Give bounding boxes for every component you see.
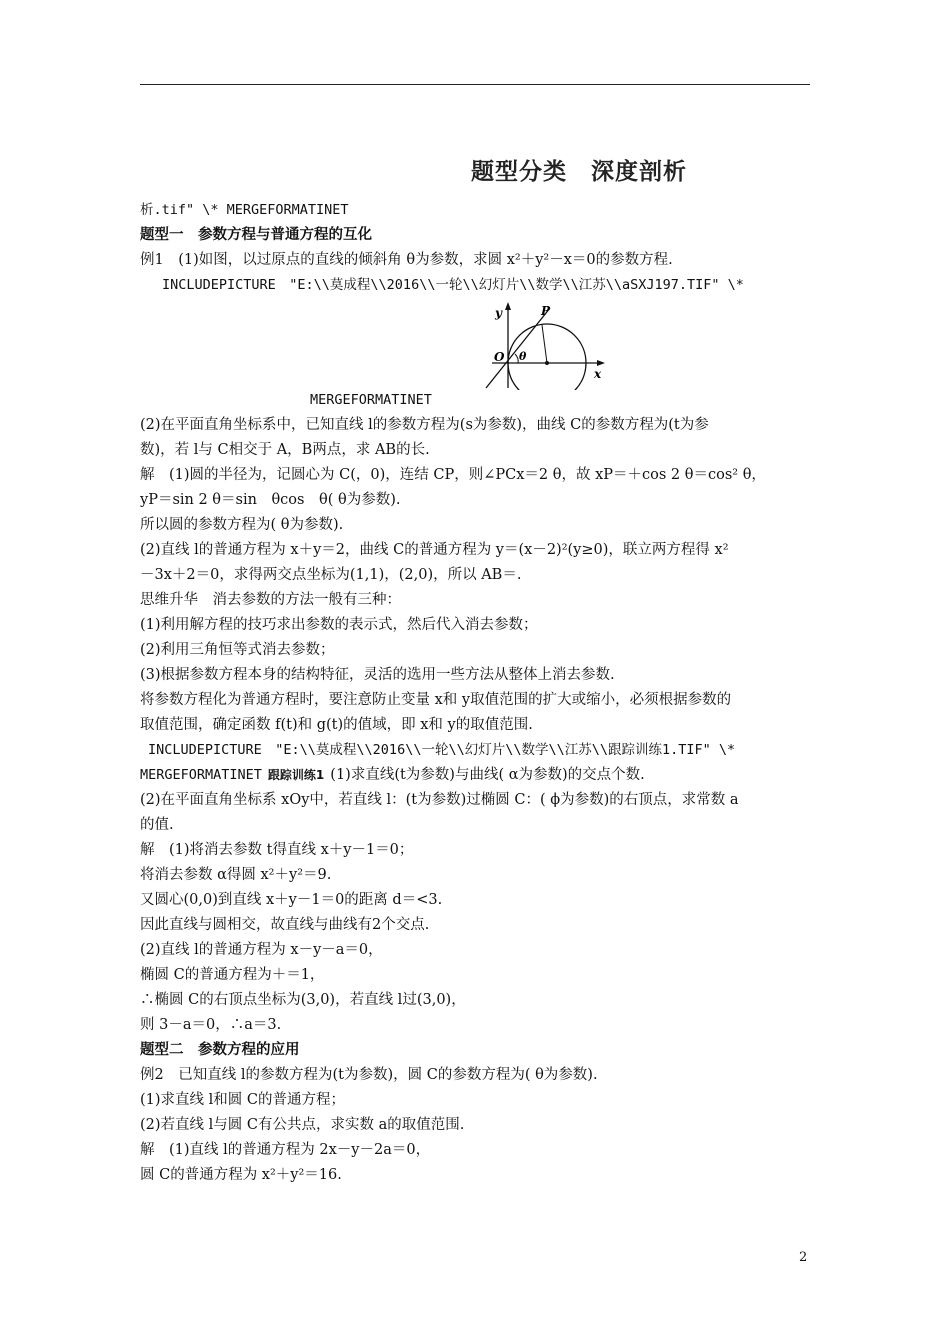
section-title: 题型分类 深度剖析 xyxy=(471,159,687,185)
example-2-part-2: (2)若直线 l与圆 C有公共点，求实数 a的取值范围. xyxy=(140,1117,465,1133)
practice-tag: 跟踪训练1 xyxy=(267,768,325,782)
label-x: x xyxy=(594,367,602,381)
practice-solution-line-4: 因此直线与圆相交，故直线与曲线有2个交点. xyxy=(140,917,430,933)
solution-1-line-4: (2)直线 l的普通方程为 x＋y＝2，曲线 C的普通方程为 y＝(x－2)²(y≥0)，联立两方程得 x² xyxy=(140,542,729,558)
summary-item-2: (2)利用三角恒等式消去参数； xyxy=(140,642,335,658)
include-picture-field-2: INCLUDEPICTURE "E:\\莫成程\\2016\\一轮\\幻灯片\\数学\\江苏\\跟踪训练1.TIF" \* xyxy=(148,742,736,758)
field-code-text: 析.tif" \* MERGEFORMATINET xyxy=(140,202,349,218)
angle-arc xyxy=(515,354,518,363)
header-rule xyxy=(140,84,810,85)
solution-1-line-5: －3x＋2＝0，求得两交点坐标为(1,1)，(2,0)，所以 AB＝. xyxy=(140,567,522,583)
summary-item-3: (3)根据参数方程本身的结构特征，灵活的选用一些方法从整体上消去参数. xyxy=(140,667,615,683)
practice-solution-line-3: 又圆心(0,0)到直线 x＋y－1＝0的距离 d＝<3. xyxy=(140,892,443,908)
radius-cp xyxy=(542,325,547,363)
solution-1-line-3: 所以圆的参数方程为( θ为参数). xyxy=(140,517,344,533)
label-theta: θ xyxy=(519,350,527,363)
summary-item-1: (1)利用解方程的技巧求出参数的表示式，然后代入消去参数； xyxy=(140,617,538,633)
practice-1-part-2: (2)在平面直角坐标系 xOy中，若直线 l：(t为参数)过椭圆 C：( ϕ为参数)的右顶点，求常数 a xyxy=(140,792,739,808)
summary-heading: 思维升华 消去参数的方法一般有三种： xyxy=(140,592,401,608)
x-axis-arrow xyxy=(597,360,605,366)
include-picture-field: INCLUDEPICTURE "E:\\莫成程\\2016\\一轮\\幻灯片\\数学\\江苏\\aSXJ197.TIF" \* xyxy=(162,277,744,293)
solution-1-line-1: 解 (1)圆的半径为，记圆心为 C(，0)，连结 CP，则∠PCx＝2 θ，故 xP＝＋cos 2 θ＝cos² θ， xyxy=(140,467,766,483)
page-number: 2 xyxy=(799,1250,808,1265)
y-axis-arrow xyxy=(505,302,511,310)
practice-solution-line-6: 椭圆 C的普通方程为＋＝1， xyxy=(140,967,325,983)
practice-solution-line-7: ∴椭圆 C的右顶点坐标为(3,0)，若直线 l过(3,0)， xyxy=(140,992,466,1008)
solution-2-line-2: 圆 C的普通方程为 x²＋y²＝16. xyxy=(140,1167,342,1183)
label-p: P xyxy=(541,304,551,318)
practice-solution-line-2: 将消去参数 α得圆 x²＋y²＝9. xyxy=(140,867,332,883)
document-body xyxy=(140,198,812,1188)
example-2-statement: 例2 已知直线 l的参数方程为(t为参数)，圆 C的参数方程为( θ为参数). xyxy=(140,1067,598,1083)
example-1-part-2-cont: 数)，若 l与 C相交于 A，B两点，求 AB的长. xyxy=(140,442,430,458)
example-2-part-1: (1)求直线 l和圆 C的普通方程； xyxy=(140,1092,345,1108)
practice-1-line xyxy=(140,763,812,788)
label-y: y xyxy=(495,306,502,320)
solution-1-line-2: yP＝sin 2 θ＝sin θcos θ( θ为参数). xyxy=(140,492,401,508)
practice-solution-line-1: 解 (1)将消去参数 t得直线 x＋y－1＝0； xyxy=(140,842,414,858)
label-origin: O xyxy=(494,350,505,364)
topic-heading-2: 题型二 参数方程的应用 xyxy=(140,1042,300,1058)
summary-note-2: 取值范围，确定函数 f(t)和 g(t)的值域，即 x和 y的取值范围. xyxy=(140,717,533,733)
practice-solution-line-5: (2)直线 l的普通方程为 x－y－a＝0， xyxy=(140,942,383,958)
solution-2-line-1: 解 (1)直线 l的普通方程为 2x－y－2a＝0， xyxy=(140,1142,431,1158)
ray-line xyxy=(486,308,550,388)
circle-diagram xyxy=(478,300,748,390)
circle-figure xyxy=(140,298,812,388)
mergeformat-field: MERGEFORMATINET xyxy=(310,392,432,408)
topic-heading-1: 题型一 参数方程与普通方程的互化 xyxy=(140,227,372,243)
practice-solution-line-8: 则 3－a＝0，∴a＝3. xyxy=(140,1017,282,1033)
summary-note-1: 将参数方程化为普通方程时，要注意防止变量 x和 y取值范围的扩大或缩小，必须根据参数的 xyxy=(140,692,732,708)
mergeformat-field-2: MERGEFORMATINET xyxy=(140,767,262,783)
example-1-part-2: (2)在平面直角坐标系中，已知直线 l的参数方程为(s为参数)，曲线 C的参数方程为(t为参 xyxy=(140,417,709,433)
practice-1-part-1: (1)求直线(t为参数)与曲线( α为参数)的交点个数. xyxy=(330,767,645,783)
example-1-statement: 例1 (1)如图，以过原点的直线的倾斜角 θ为参数，求圆 x²＋y²－x＝0的参数方程. xyxy=(140,252,673,268)
practice-1-part-2-cont: 的值. xyxy=(140,817,174,833)
